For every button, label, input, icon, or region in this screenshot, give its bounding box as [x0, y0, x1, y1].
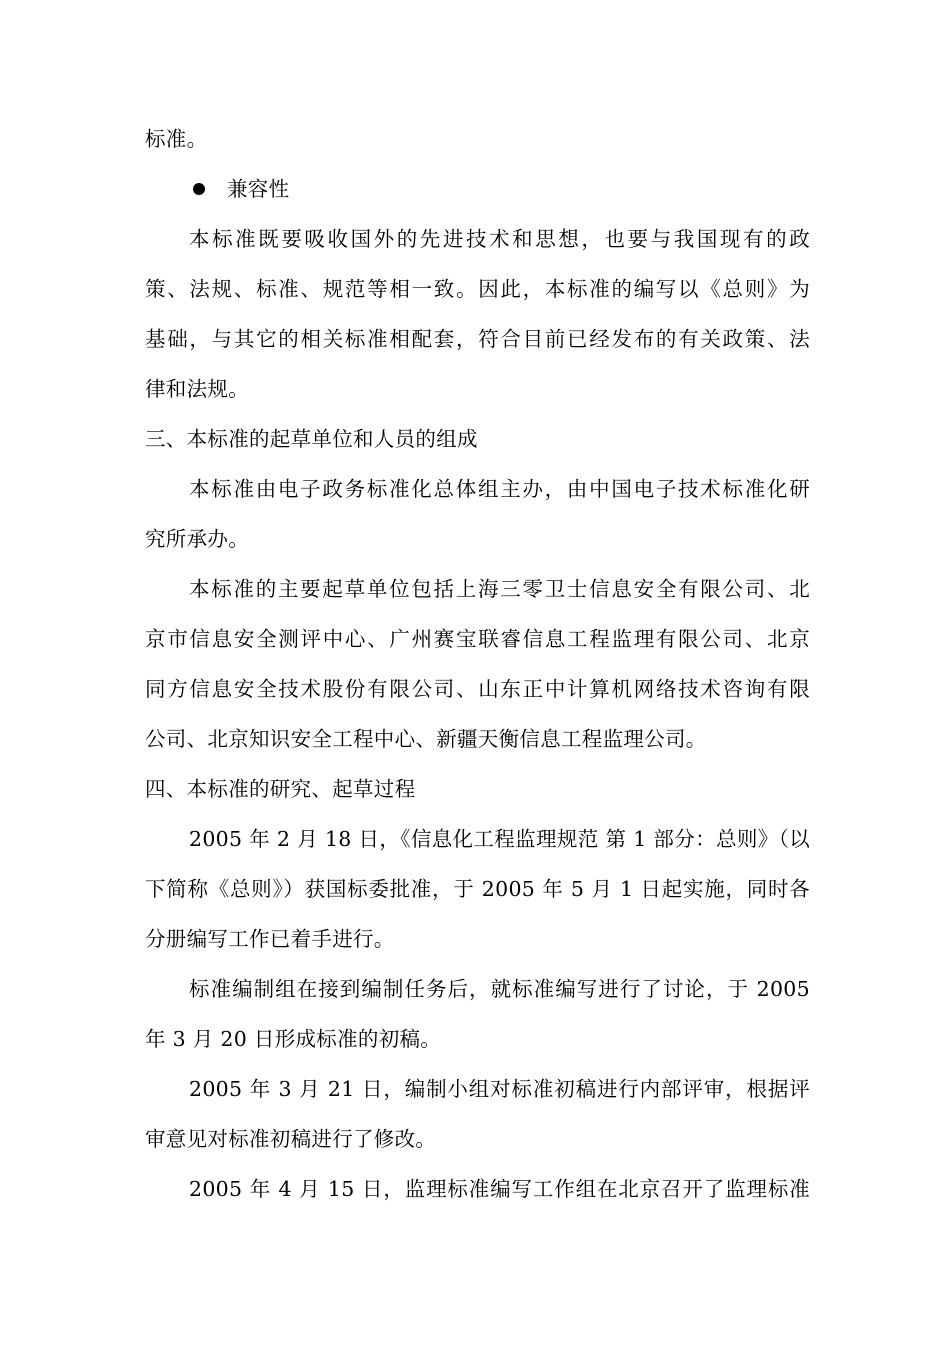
paragraph-line: 2005 年 4 月 15 日，监理标准编写工作组在北京召开了监理标准 [189, 1177, 810, 1201]
bullet-item-compatibility [145, 164, 810, 214]
document-page [145, 114, 810, 1214]
paragraph-line: 公司、北京知识安全工程中心、新疆天衡信息工程监理公司。 [145, 727, 707, 751]
paragraph-line: 2005 年 2 月 18 日，《信息化工程监理规范 第 1 部分：总则》（以 [189, 827, 810, 851]
paragraph-line: 究所承办。 [145, 527, 249, 551]
paragraph-line: 分册编写工作已着手进行。 [145, 927, 395, 951]
paragraph-line: 标准。 [145, 127, 208, 151]
section-heading-3: 三、本标准的起草单位和人员的组成 [145, 427, 478, 451]
paragraph-line: 本标准的主要起草单位包括上海三零卫士信息安全有限公司、北 [189, 577, 810, 601]
paragraph-line: 审意见对标准初稿进行了修改。 [145, 1127, 437, 1151]
paragraph-line: 年 3 月 20 日形成标准的初稿。 [145, 1027, 442, 1051]
section-heading-4: 四、本标准的研究、起草过程 [145, 777, 416, 801]
paragraph-line: 策、法规、标准、规范等相一致。因此，本标准的编写以《总则》为 [145, 277, 810, 301]
paragraph-line: 律和法规。 [145, 377, 249, 401]
bullet-dot-icon [193, 183, 205, 195]
paragraph-line: 下简称《总则》）获国标委批准，于 2005 年 5 月 1 日起实施，同时各 [145, 877, 810, 901]
paragraph-line: 京市信息安全测评中心、广州赛宝联睿信息工程监理有限公司、北京 [145, 627, 810, 651]
paragraph-line: 本标准由电子政务标准化总体组主办，由中国电子技术标准化研 [189, 477, 810, 501]
paragraph-line: 本标准既要吸收国外的先进技术和思想，也要与我国现有的政 [189, 227, 810, 251]
paragraph-line: 2005 年 3 月 21 日，编制小组对标准初稿进行内部评审，根据评 [189, 1077, 810, 1101]
paragraph-line: 标准编制组在接到编制任务后，就标准编写进行了讨论，于 2005 [189, 977, 810, 1001]
paragraph-line: 同方信息安全技术股份有限公司、山东正中计算机网络技术咨询有限 [145, 677, 810, 701]
paragraph-line: 基础，与其它的相关标准相配套，符合目前已经发布的有关政策、法 [145, 327, 810, 351]
bullet-item-label: 兼容性 [227, 177, 290, 201]
